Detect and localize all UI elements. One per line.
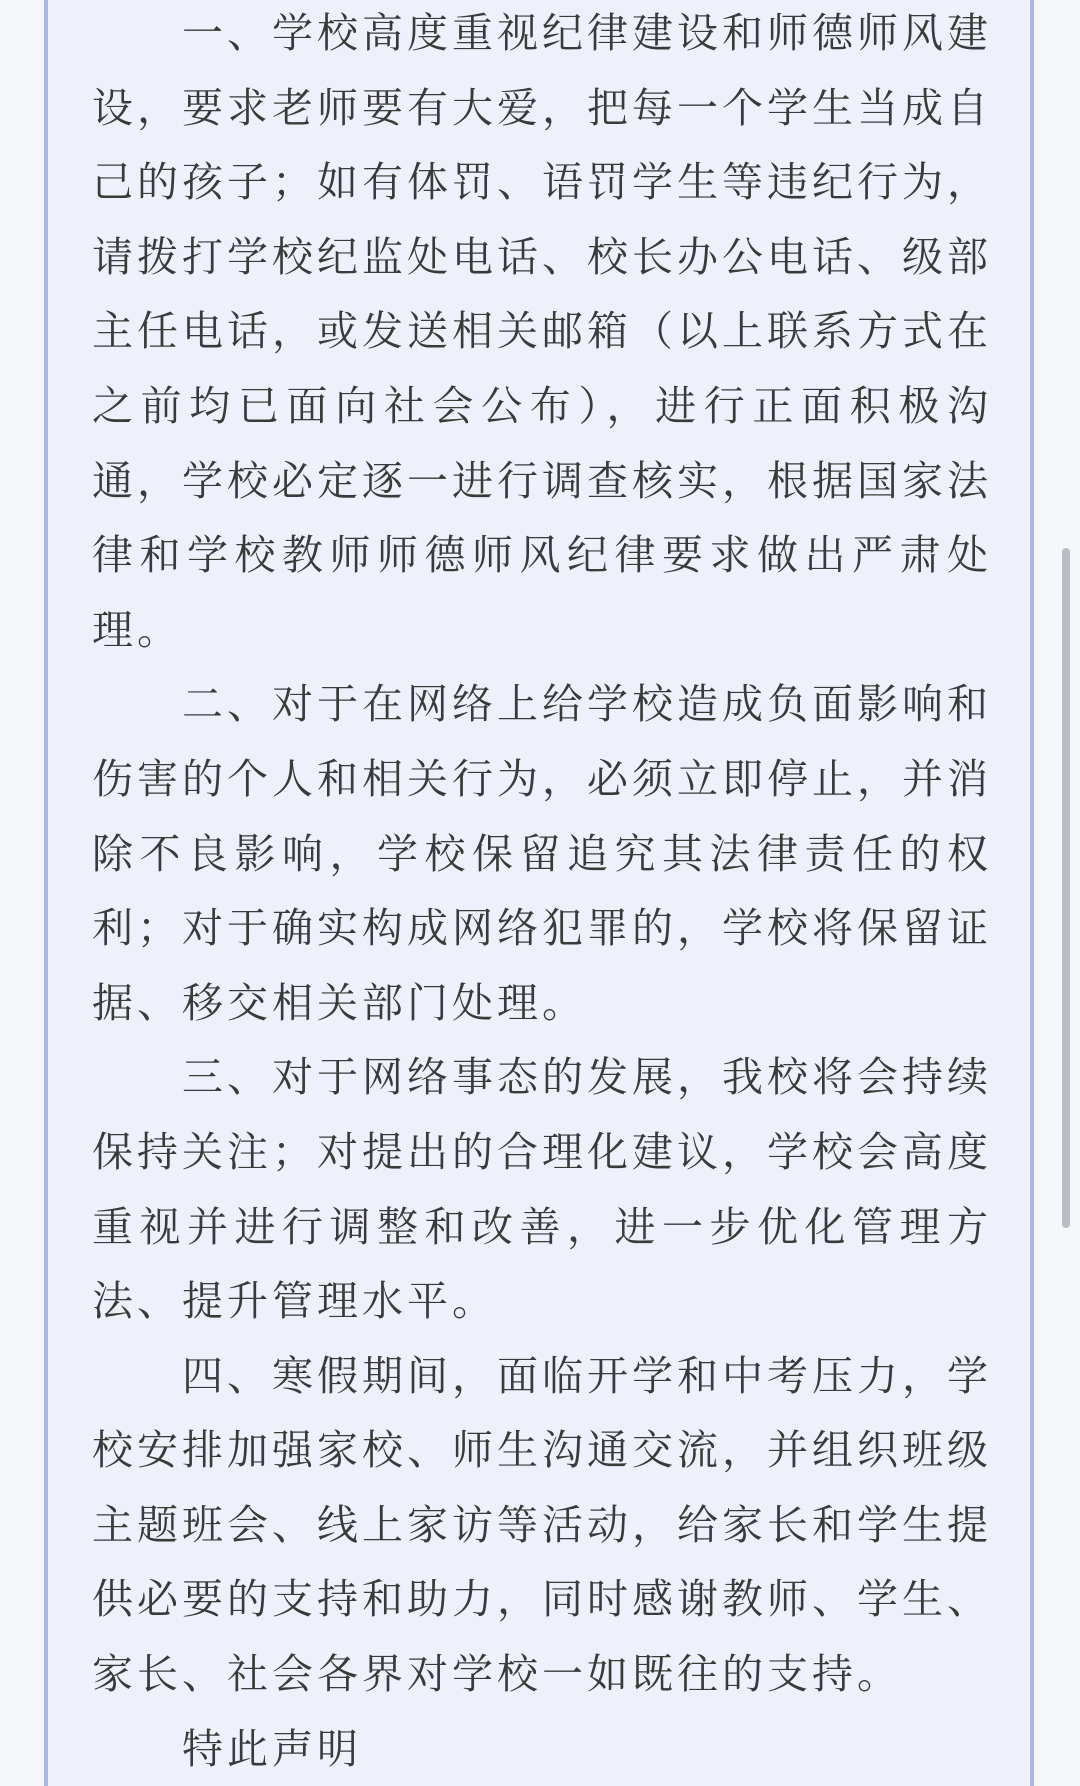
paragraph-four: 四、寒假期间，面临开学和中考压力，学校安排加强家校、师生沟通交流，并组织班级主题班会、线上家访等活动，给家长和学生提供必要的支持和助力，同时感谢教师、学生、家长、社会各界对学校一如既往的支持。 [92, 1351, 992, 1699]
statement-body [92, 0, 992, 1786]
paragraph-two: 二、对于在网络上给学校造成负面影响和伤害的个人和相关行为，必须立即停止，并消除不良影响，学校保留追究其法律责任的权利；对于确实构成网络犯罪的，学校将保留证据、移交相关部门处理。 [92, 680, 992, 1027]
scrollbar-thumb[interactable] [1062, 548, 1070, 1228]
paragraph-three: 三、对于网络事态的发展，我校将会持续保持关注；对提出的合理化建议，学校会高度重视并进行调整和改善，进一步优化管理方法、提升管理水平。 [92, 1053, 992, 1326]
closing-statement: 特此声明 [182, 1724, 362, 1773]
paragraph-one: 一、学校高度重视纪律建设和师德师风建设，要求老师要有大爱，把每一个学生当成自己的孩子；如有体罚、语罚学生等违纪行为，请拨打学校纪监处电话、校长办公电话、级部主任电话，或发送相关邮箱（以上联系方式在之前均已面向社会公布），进行正面积极沟通，学校必定逐一进行调查核实，根据国家法律和学校教师师德师风纪律要求做出严肃处理。 [92, 9, 992, 654]
